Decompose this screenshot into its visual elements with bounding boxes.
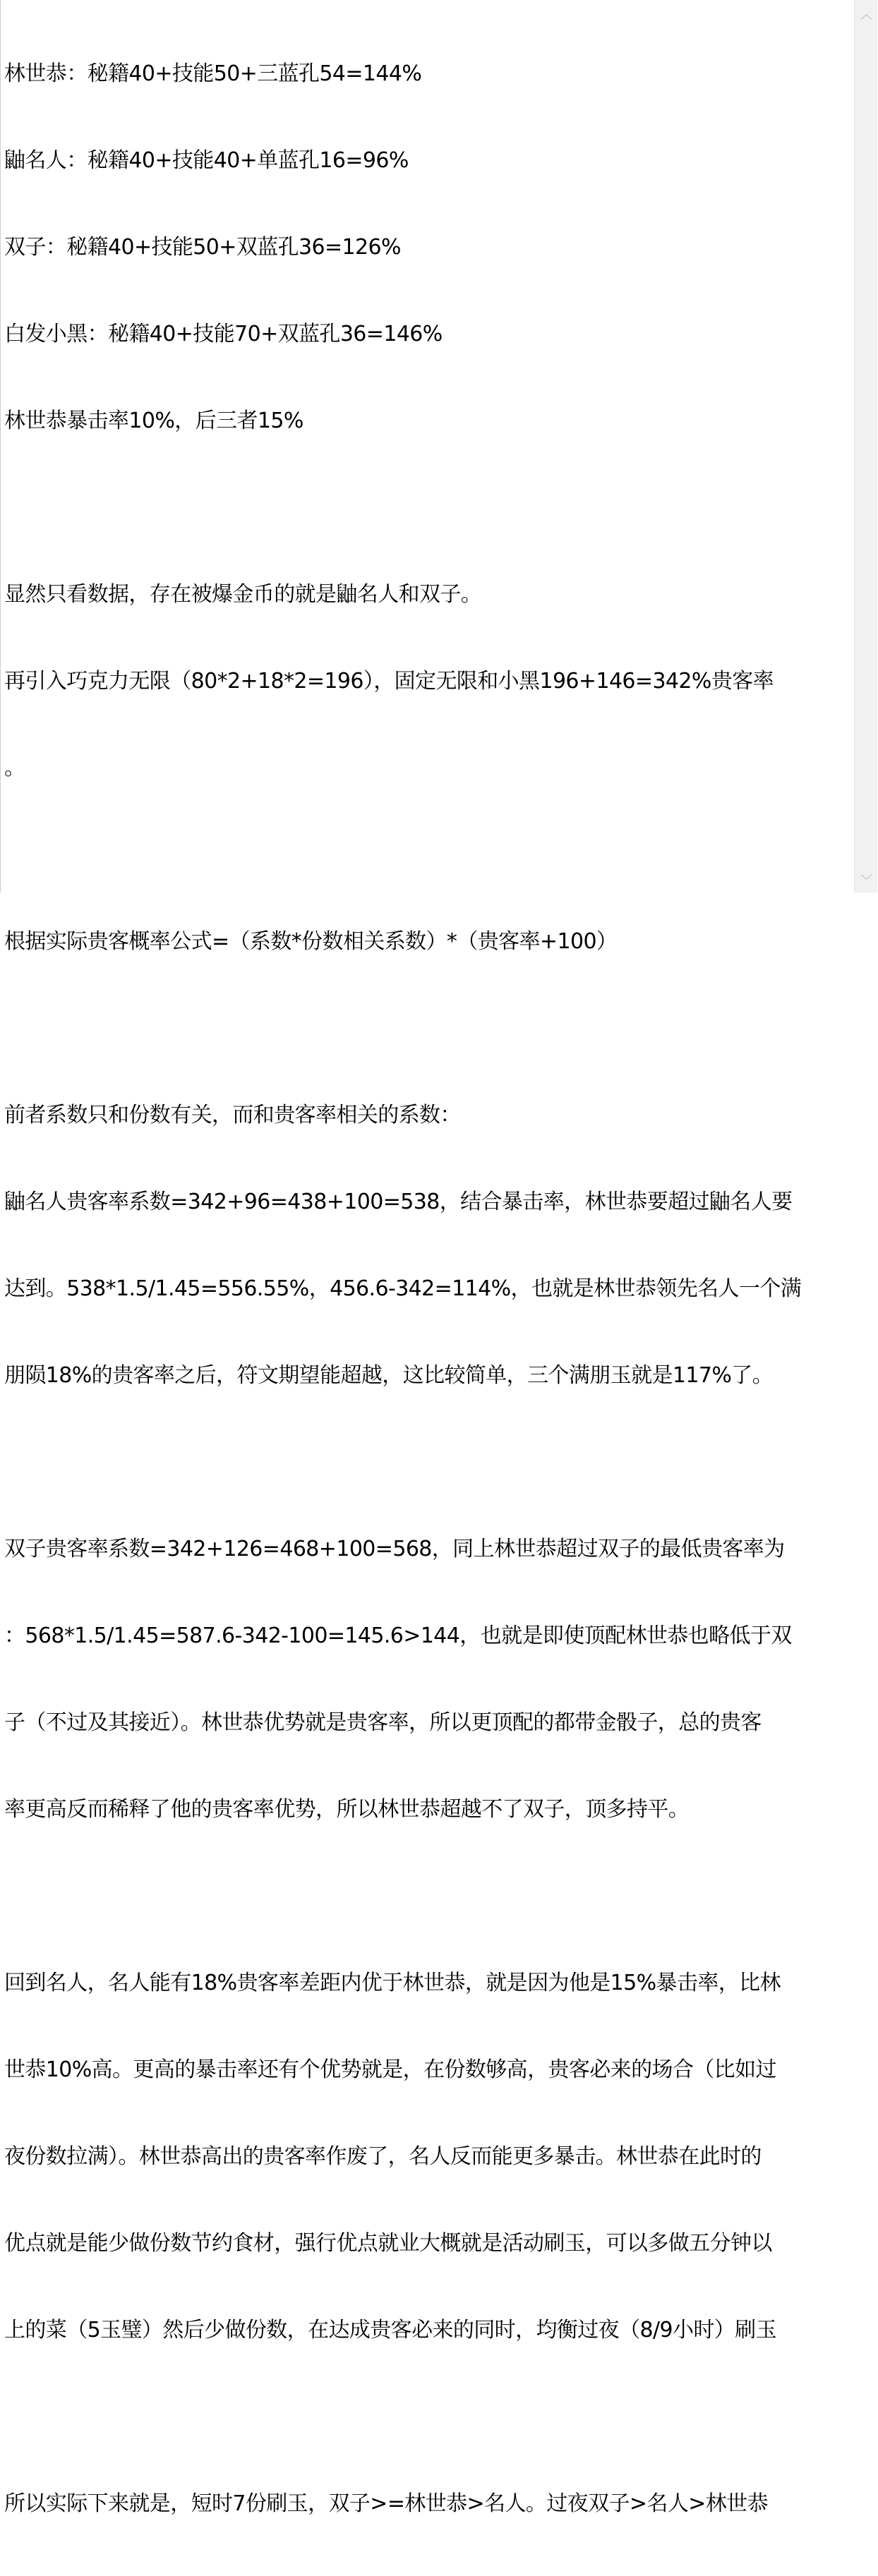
text-line: 根据实际贵客概率公式=（系数*份数相关系数）*（贵客率+100）	[4, 929, 618, 954]
text-line	[4, 493, 854, 522]
text-line: 子（不过及其接近）。林世恭优势就是贵客率，所以更顶配的都带金骰子，总的贵客	[4, 1710, 762, 1735]
text-line: 双子：秘籍40+技能50+双蓝孔36=126%	[4, 235, 401, 260]
text-line: 上的菜（5玉璧）然后少做份数，在达成贵客必来的同时，均衡过夜（8/9小时）刷玉	[4, 2318, 776, 2342]
text-line: 鼬名人：秘籍40+技能40+单蓝孔16=96%	[4, 148, 409, 173]
text-line: 回到名人，名人能有18%贵客率差距内优于林世恭，就是因为他是15%暴击率，比林	[4, 1971, 781, 1995]
text-line: 朋陨18%的贵客率之后，符文期望能超越，这比较简单，三个满朋玉就是117%了。	[4, 1363, 774, 1388]
text-line: 林世恭：秘籍40+技能50+三蓝孔54=144%	[4, 61, 422, 86]
text-line: 双子贵客率系数=342+126=468+100=568，同上林世恭超过双子的最低贵客率为	[4, 1537, 785, 1561]
chevron-down-icon[interactable]: ﹀	[860, 873, 872, 887]
text-line: 林世恭暴击率10%，后三者15%	[4, 409, 303, 433]
text-line: 率更高反而稀释了他的贵客率优势，所以林世恭超越不了双子，顶多持平。	[4, 1797, 690, 1822]
text-line: 优点就是能少做份数节约食材，强行优点就业大概就是活动刷玉，可以多做五分钟以	[4, 2231, 772, 2256]
text-line: 所以实际下来就是，短时7份刷玉，双子>=林世恭>名人。过夜双子>名人>林世恭	[4, 2491, 768, 2516]
left-edge-divider	[0, 0, 1, 893]
text-line: 鼬名人贵客率系数=342+96=438+100=538，结合暴击率，林世恭要超过鼬名人要	[4, 1190, 793, 1214]
text-line	[4, 2402, 854, 2431]
text-line: ：568*1.5/1.45=587.6-342-100=145.6>144，也就是即使顶配林世恭也略低于双	[4, 1623, 792, 1648]
vertical-scrollbar[interactable]	[854, 0, 877, 893]
text-line: 夜份数拉满）。林世恭高出的贵客率作废了，名人反而能更多暴击。林世恭在此时的	[4, 2144, 762, 2169]
text-line	[4, 1014, 854, 1043]
text-line: 白发小黑：秘籍40+技能70+双蓝孔36=146%	[4, 322, 443, 346]
text-line	[4, 1882, 854, 1911]
text-line: 再引入巧克力无限（80*2+18*2=196），固定无限和小黑196+146=342%贵客率	[4, 669, 774, 694]
text-line: 世恭10%高。更高的暴击率还有个优势就是，在份数够高，贵客必来的场合（比如过	[4, 2057, 776, 2082]
text-line	[4, 1448, 854, 1477]
text-line: 达到。538*1.5/1.45=556.55%，456.6-342=114%，也就是林世恭领先名人一个满	[4, 1276, 802, 1301]
text-line	[4, 840, 854, 869]
text-line: 前者系数只和份数有关，而和贵客率相关的系数：	[4, 1103, 461, 1127]
scrollbar-track[interactable]	[860, 28, 872, 861]
text-line: 显然只看数据，存在被爆金币的就是鼬名人和双子。	[4, 582, 482, 607]
chevron-up-icon[interactable]: ︿	[860, 8, 872, 21]
text-line: 。	[4, 756, 25, 780]
